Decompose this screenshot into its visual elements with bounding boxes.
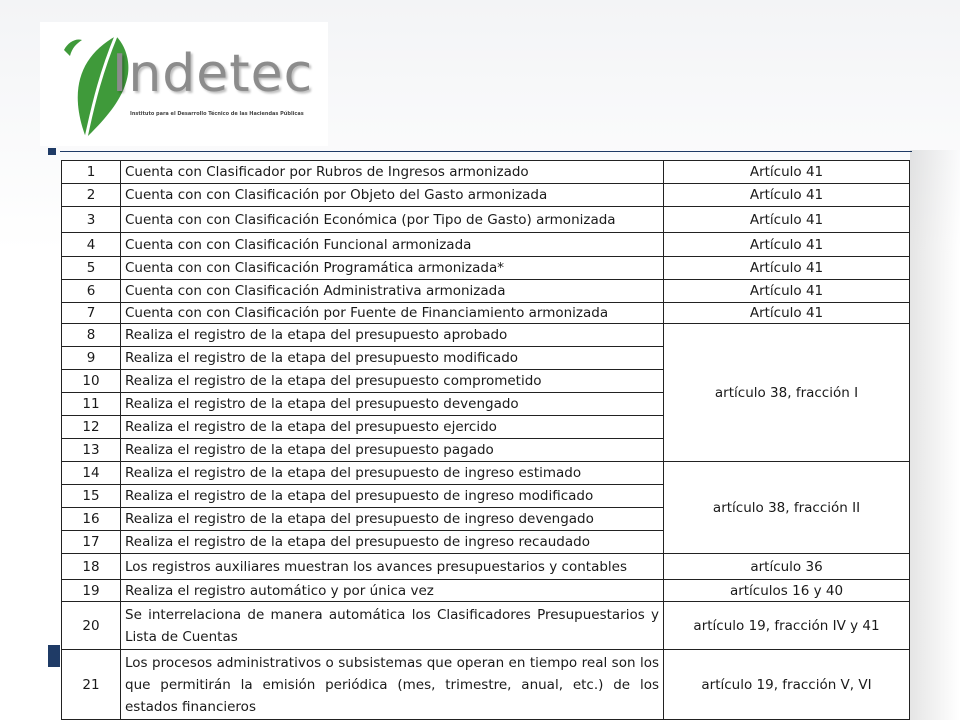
row-description: Cuenta con con Clasificación Administrativa armonizada <box>121 280 664 303</box>
table-row <box>62 280 910 303</box>
row-article: Artículo 41 <box>664 257 910 280</box>
table-row <box>62 602 910 650</box>
row-number: 1 <box>62 161 121 184</box>
row-number: 20 <box>62 602 121 650</box>
row-description: Realiza el registro de la etapa del presupuesto ejercido <box>121 416 664 439</box>
row-description: Realiza el registro de la etapa del presupuesto devengado <box>121 393 664 416</box>
header-divider <box>60 151 912 152</box>
page-shadow <box>910 150 960 720</box>
table-row <box>62 324 910 347</box>
row-number: 3 <box>62 207 121 233</box>
row-number: 13 <box>62 439 121 462</box>
row-article: artículos 16 y 40 <box>664 580 910 602</box>
row-article: artículo 38, fracción II <box>664 462 910 554</box>
accent-bar-side <box>48 645 60 667</box>
row-number: 12 <box>62 416 121 439</box>
row-description: Realiza el registro de la etapa del presupuesto pagado <box>121 439 664 462</box>
row-description: Cuenta con con Clasificación por Fuente de Financiamiento armonizada <box>121 303 664 324</box>
row-number: 19 <box>62 580 121 602</box>
row-number: 5 <box>62 257 121 280</box>
row-number: 8 <box>62 324 121 347</box>
row-article: Artículo 41 <box>664 233 910 257</box>
table-row <box>62 462 910 485</box>
row-article: Artículo 41 <box>664 161 910 184</box>
row-description: Los registros auxiliares muestran los avances presupuestarios y contables <box>121 554 664 580</box>
row-article: artículo 19, fracción V, VI <box>664 650 910 720</box>
table-row <box>62 233 910 257</box>
row-description: Realiza el registro de la etapa del presupuesto de ingreso estimado <box>121 462 664 485</box>
row-description: Cuenta con con Clasificación Funcional armonizada <box>121 233 664 257</box>
row-description: Cuenta con Clasificador por Rubros de Ingresos armonizado <box>121 161 664 184</box>
row-number: 18 <box>62 554 121 580</box>
row-description: Los procesos administrativos o subsistemas que operan en tiempo real son los que permitirán la emisión periódica (mes, trimestre, anual, etc.) de los estados financieros <box>121 650 664 720</box>
row-description: Se interrelaciona de manera automática los Clasificadores Presupuestarios y Lista de Cuentas <box>121 602 664 650</box>
row-number: 10 <box>62 370 121 393</box>
row-description: Realiza el registro de la etapa del presupuesto aprobado <box>121 324 664 347</box>
indetec-logo <box>40 22 328 146</box>
table-row <box>62 650 910 720</box>
row-description: Cuenta con con Clasificación Programática armonizada* <box>121 257 664 280</box>
row-article: artículo 38, fracción I <box>664 324 910 462</box>
table-row <box>62 303 910 324</box>
row-article: Artículo 41 <box>664 207 910 233</box>
requirements-table <box>61 160 910 720</box>
row-number: 15 <box>62 485 121 508</box>
row-number: 6 <box>62 280 121 303</box>
row-description: Realiza el registro de la etapa del presupuesto de ingreso recaudado <box>121 531 664 554</box>
row-number: 11 <box>62 393 121 416</box>
table-row <box>62 580 910 602</box>
row-description: Realiza el registro automático y por única vez <box>121 580 664 602</box>
table-row <box>62 257 910 280</box>
row-description: Realiza el registro de la etapa del presupuesto de ingreso modificado <box>121 485 664 508</box>
logo-subtitle: Instituto para el Desarrollo Técnico de las Haciendas Públicas <box>130 111 304 117</box>
row-article: Artículo 41 <box>664 280 910 303</box>
table-row <box>62 207 910 233</box>
row-article: Artículo 41 <box>664 184 910 207</box>
accent-bar-top <box>48 148 56 155</box>
row-article: artículo 36 <box>664 554 910 580</box>
row-number: 17 <box>62 531 121 554</box>
row-number: 9 <box>62 347 121 370</box>
row-description: Cuenta con con Clasificación Económica (por Tipo de Gasto) armonizada <box>121 207 664 233</box>
table-row <box>62 554 910 580</box>
row-article: artículo 19, fracción IV y 41 <box>664 602 910 650</box>
row-number: 7 <box>62 303 121 324</box>
row-number: 4 <box>62 233 121 257</box>
row-number: 14 <box>62 462 121 485</box>
row-number: 21 <box>62 650 121 720</box>
row-description: Realiza el registro de la etapa del presupuesto modificado <box>121 347 664 370</box>
row-article: Artículo 41 <box>664 303 910 324</box>
row-description: Realiza el registro de la etapa del presupuesto comprometido <box>121 370 664 393</box>
row-description: Realiza el registro de la etapa del presupuesto de ingreso devengado <box>121 508 664 531</box>
row-number: 2 <box>62 184 121 207</box>
row-number: 16 <box>62 508 121 531</box>
row-description: Cuenta con con Clasificación por Objeto del Gasto armonizada <box>121 184 664 207</box>
logo-wordmark: Indetec <box>112 44 314 104</box>
table-row <box>62 161 910 184</box>
table-row <box>62 184 910 207</box>
